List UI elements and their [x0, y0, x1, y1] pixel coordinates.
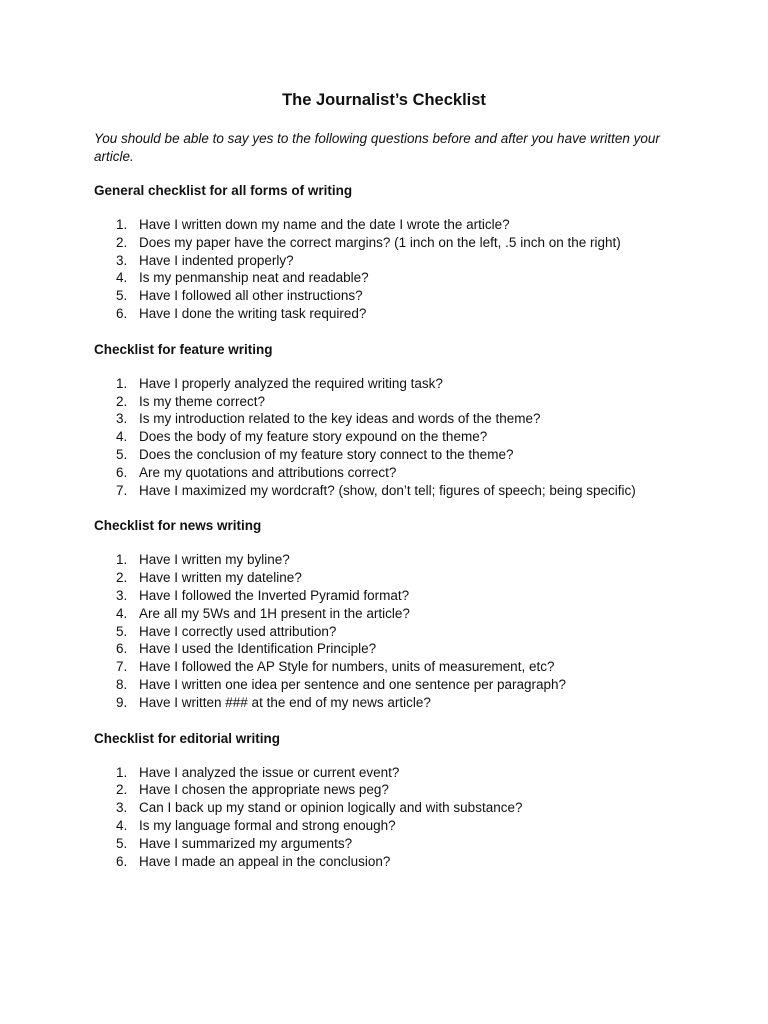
list-item-number: 2. — [116, 393, 128, 409]
list-item-text: Have I analyzed the issue or current event? — [139, 764, 400, 780]
checklist — [94, 375, 674, 500]
checklist-section — [94, 341, 674, 500]
list-item — [94, 799, 674, 817]
list-item-text: Have I chosen the appropriate news peg? — [139, 782, 389, 798]
section-heading: General checklist for all forms of writing — [94, 183, 353, 198]
list-item-number: 5. — [116, 446, 128, 462]
list-item — [94, 252, 674, 270]
list-item — [94, 781, 674, 799]
list-item-number: 4. — [116, 817, 128, 833]
list-item-text: Have I done the writing task required? — [139, 305, 367, 321]
list-item-number: 4. — [116, 270, 128, 286]
list-item — [94, 393, 674, 411]
list-item — [94, 764, 674, 782]
list-item-number: 7. — [116, 482, 128, 498]
list-item-text: Have I made an appeal in the conclusion? — [139, 853, 391, 869]
list-item-text: Does the body of my feature story expound on the theme? — [139, 429, 488, 445]
list-item-text: Have I written ### at the end of my news article? — [139, 694, 431, 710]
list-item-number: 2. — [116, 570, 128, 586]
list-item-number: 2. — [116, 234, 128, 250]
page-title: The Journalist’s Checklist — [282, 91, 486, 109]
list-item — [94, 817, 674, 835]
list-item-text: Have I maximized my wordcraft? (show, don’t tell; figures of speech; being specific) — [139, 482, 636, 498]
list-item — [94, 835, 674, 853]
list-item — [94, 551, 674, 569]
list-item-number: 1. — [116, 552, 128, 568]
list-item — [94, 234, 674, 252]
list-item — [94, 569, 674, 587]
list-item-number: 2. — [116, 782, 128, 798]
checklist — [94, 216, 674, 323]
list-item — [94, 269, 674, 287]
list-item-text: Have I written one idea per sentence and one sentence per paragraph? — [139, 676, 567, 692]
list-item-number: 1. — [116, 375, 128, 391]
list-item-text: Have I followed the AP Style for numbers, units of measurement, etc? — [139, 659, 555, 675]
list-item-number: 1. — [116, 764, 128, 780]
section-heading: Checklist for news writing — [94, 518, 262, 534]
list-item — [94, 676, 674, 694]
list-item-number: 9. — [116, 694, 128, 710]
list-item-text: Does the conclusion of my feature story connect to the theme? — [139, 446, 514, 462]
list-item — [94, 658, 674, 676]
list-item-text: Have I written my dateline? — [139, 570, 302, 586]
list-item — [94, 605, 674, 623]
list-item-text: Is my theme correct? — [139, 393, 266, 409]
checklist-sections — [94, 182, 674, 870]
list-item-number: 3. — [116, 587, 128, 603]
checklist-section — [94, 517, 674, 711]
list-item — [94, 482, 674, 500]
list-item — [94, 623, 674, 641]
list-item-number: 4. — [116, 605, 128, 621]
list-item — [94, 410, 674, 428]
list-item — [94, 694, 674, 712]
list-item-text: Have I properly analyzed the required writing task? — [139, 375, 443, 391]
list-item-number: 8. — [116, 676, 128, 692]
list-item-text: Have I written my byline? — [139, 552, 290, 568]
list-item — [94, 853, 674, 871]
checklist — [94, 764, 674, 871]
list-item-text: Have I indented properly? — [139, 252, 294, 268]
list-item-number: 5. — [116, 623, 128, 639]
checklist-section — [94, 182, 674, 323]
intro-paragraph: You should be able to say yes to the following questions before and after you have written your article. — [94, 131, 660, 164]
list-item-text: Are all my 5Ws and 1H present in the article? — [139, 605, 410, 621]
list-item-number: 1. — [116, 217, 128, 232]
list-item-text: Is my introduction related to the key ideas and words of the theme? — [139, 411, 541, 427]
list-item — [94, 464, 674, 482]
list-item-number: 6. — [116, 305, 128, 321]
list-item-number: 5. — [116, 288, 128, 304]
list-item — [94, 428, 674, 446]
list-item-text: Does my paper have the correct margins? (1 inch on the left, .5 inch on the right) — [139, 234, 621, 250]
list-item-number: 7. — [116, 659, 128, 675]
list-item-number: 4. — [116, 429, 128, 445]
list-item-number: 3. — [116, 800, 128, 816]
list-item-text: Is my penmanship neat and readable? — [139, 270, 369, 286]
list-item-number: 6. — [116, 641, 128, 657]
list-item-number: 6. — [116, 464, 128, 480]
list-item-text: Have I used the Identification Principle? — [139, 641, 377, 657]
list-item-number: 5. — [116, 835, 128, 851]
list-item-text: Have I followed the Inverted Pyramid format? — [139, 587, 410, 603]
list-item-text: Have I followed all other instructions? — [139, 288, 363, 304]
list-item-number: 3. — [116, 252, 128, 268]
list-item-text: Can I back up my stand or opinion logically and with substance? — [139, 800, 523, 816]
checklist — [94, 551, 674, 711]
list-item-number: 6. — [116, 853, 128, 869]
list-item-text: Have I summarized my arguments? — [139, 835, 353, 851]
list-item — [94, 216, 674, 234]
list-item-text: Have I correctly used attribution? — [139, 623, 337, 639]
list-item — [94, 640, 674, 658]
list-item-number: 3. — [116, 411, 128, 427]
list-item — [94, 446, 674, 464]
section-heading: Checklist for feature writing — [94, 341, 273, 357]
list-item — [94, 587, 674, 605]
list-item-text: Are my quotations and attributions correct? — [139, 464, 397, 480]
list-item-text: Is my language formal and strong enough? — [139, 817, 396, 833]
list-item — [94, 287, 674, 305]
list-item-text: Have I written down my name and the date I wrote the article? — [139, 217, 510, 232]
section-heading: Checklist for editorial writing — [94, 730, 281, 746]
list-item — [94, 375, 674, 393]
checklist-section — [94, 730, 674, 871]
list-item — [94, 305, 674, 323]
